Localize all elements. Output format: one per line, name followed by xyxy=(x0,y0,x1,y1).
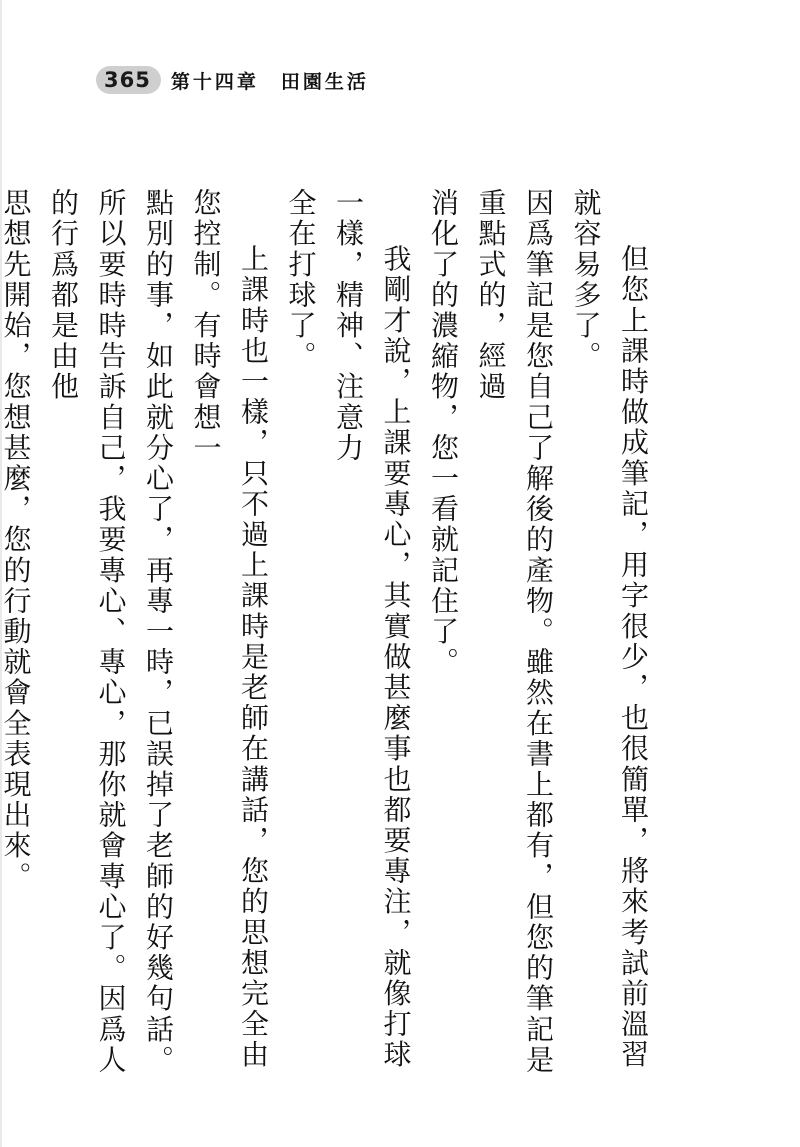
text-column: 因爲筆記是您自己了解後的產物。雖然在書上都有，但您的筆記是重點式的，經過 xyxy=(474,188,555,1076)
text-column: 點別的事，如此就分心了，再專一時，已誤掉了老師的好幾句話。 xyxy=(142,188,175,1076)
chapter-title: 第十四章 田園生活 xyxy=(170,70,369,93)
text-column: 消化了的濃縮物，您一看就記住了。 xyxy=(427,188,460,678)
page-number: 365 xyxy=(96,66,161,94)
text-column: 全在打球了。 xyxy=(284,188,318,372)
page-header xyxy=(96,60,369,100)
text-column: 但您上課時做成筆記，用字很少，也很簡單，將來考試前溫習就容易多了。 xyxy=(569,188,650,1071)
text-column: 上課時也一樣，只不過上課時是老師在講話，您的思想完全由您控制。有時會想一 xyxy=(189,188,270,1071)
text-column: 我剛才說，上課要專心，其實做甚麼事也都要專注，就像打球一樣，精神、注意力 xyxy=(332,188,413,1071)
text-column: 所以要時時告訴自己，我要專心、專心，那你就會專心了。因爲人的行爲都是由他 xyxy=(47,188,128,1076)
vertical-body-text xyxy=(0,188,657,1088)
text-column: 思想先開始，您想甚麼，您的行動就會全表現出來。 xyxy=(0,188,33,892)
